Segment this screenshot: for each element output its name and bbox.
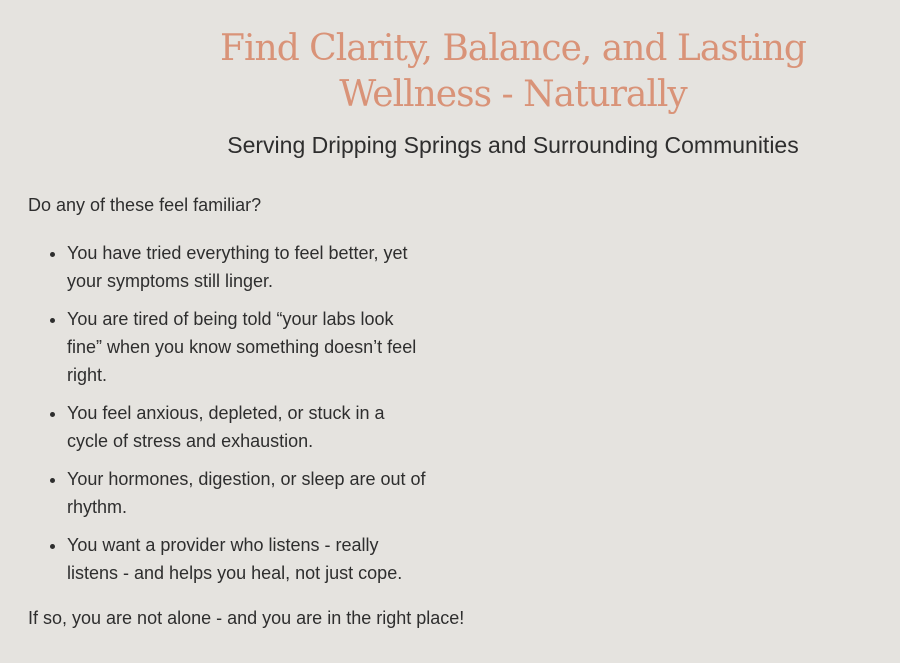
list-item: • You want a provider who listens - really listens - and helps you heal, not just cope. [67, 531, 427, 587]
outro-text: If so, you are not alone - and you are in the right place! [28, 608, 465, 628]
list-item: • Your hormones, digestion, or sleep are out of rhythm. [67, 465, 427, 521]
symptom-list [28, 239, 427, 587]
list-item: • You are tired of being told “your labs look fine” when you know something doesn’t feel right. [67, 305, 427, 389]
intro-text: Do any of these feel familiar? [28, 195, 262, 215]
hero-subtitle: Serving Dripping Springs and Surrounding Communities [227, 132, 799, 158]
hero-title: Find Clarity, Balance, and Lasting Wellness - Naturally [220, 28, 806, 115]
list-item: • You have tried everything to feel better, yet your symptoms still linger. [67, 239, 427, 295]
list-item: • You feel anxious, depleted, or stuck in a cycle of stress and exhaustion. [67, 399, 427, 455]
main-content [28, 192, 488, 631]
